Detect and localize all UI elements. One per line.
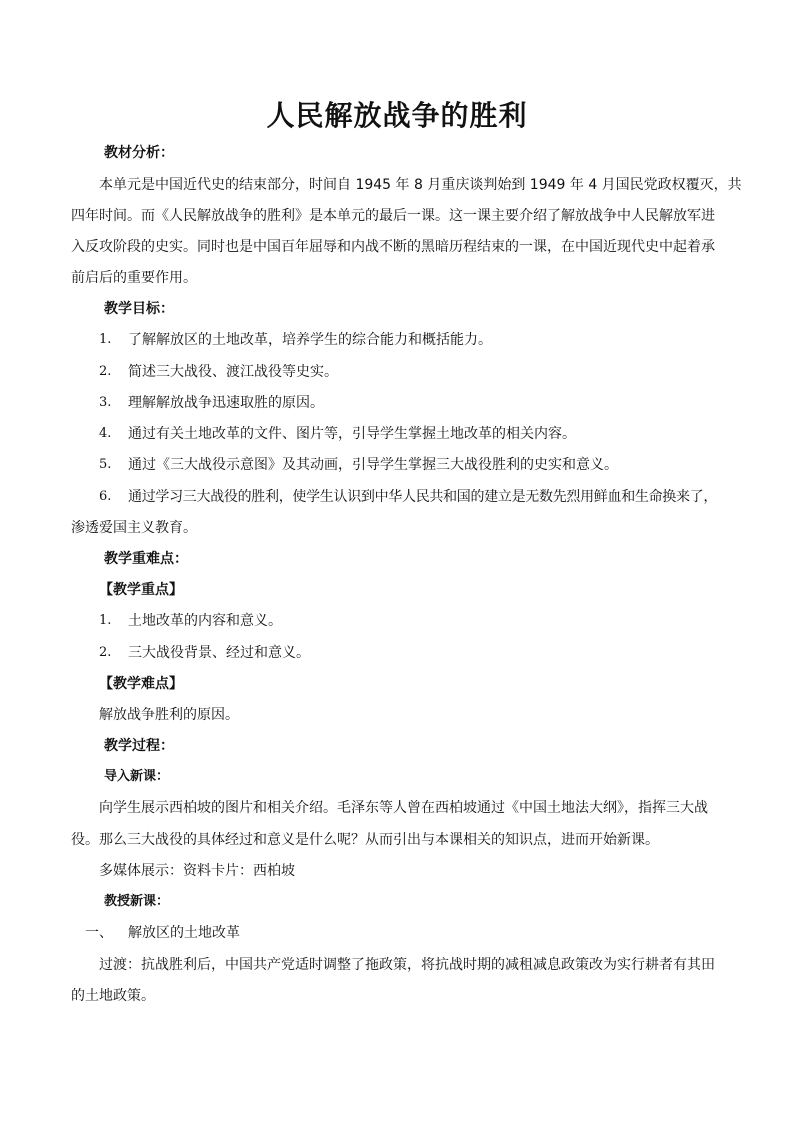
section-heading-process: 教学过程：: [104, 738, 174, 754]
list-item-number: 6.: [99, 489, 112, 504]
paragraph-line: 渗透爱国主义教育。: [71, 520, 197, 536]
difficult-label: 【教学难点】: [99, 676, 183, 692]
list-item-text: 简述三大战役、渡江战役等史实。: [128, 364, 338, 380]
paragraph-line: 过渡：抗战胜利后，中国共产党适时调整了拖政策，将抗战时期的减租减息政策改为实行耕者有其田: [99, 957, 715, 973]
list-item-number: 4.: [99, 426, 112, 441]
list-item-text: 通过《三大战役示意图》及其动画，引导学生掌握三大战役胜利的史实和意义。: [128, 457, 618, 473]
list-item-number: 5.: [99, 457, 112, 472]
paragraph-line: 前启后的重要作用。: [71, 270, 197, 286]
list-item-text: 三大战役背景、经过和意义。: [128, 645, 310, 661]
paragraph-line: 的土地政策。: [71, 988, 155, 1004]
section-heading-key-points: 教学重难点：: [104, 551, 188, 567]
key-label: 【教学重点】: [99, 582, 183, 598]
paragraph-line: 四年时间。而《人民解放战争的胜利》是本单元的最后一课。这一课主要介绍了解放战争中人民解放军进: [71, 208, 715, 224]
list-item-number: 2.: [99, 645, 112, 660]
list-item-text: 了解解放区的土地改革，培养学生的综合能力和概括能力。: [128, 332, 492, 348]
list-item-number: 1.: [99, 332, 112, 347]
list-item-text: 理解解放战争迅速取胜的原因。: [128, 395, 324, 411]
list-item-number: 1.: [99, 613, 112, 628]
list-item-text: 通过学习三大战役的胜利，使学生认识到中华人民共和国的建立是无数先烈用鲜血和生命换来了，: [128, 489, 718, 505]
page-title: 人民解放战争的胜利: [266, 99, 528, 132]
paragraph-line: 多媒体展示：资料卡片：西柏坡: [99, 863, 295, 879]
paragraph-line: 解放战争胜利的原因。: [99, 707, 239, 723]
subheading-new-lesson: 教授新课：: [104, 894, 170, 909]
part-number: 一、: [85, 925, 113, 941]
section-heading-goals: 教学目标：: [104, 301, 174, 317]
list-item-text: 通过有关土地改革的文件、图片等，引导学生掌握土地改革的相关内容。: [128, 426, 576, 442]
part-title: 解放区的土地改革: [128, 925, 240, 941]
paragraph-line: 入反攻阶段的史实。同时也是中国百年屈辱和内战不断的黑暗历程结束的一课，在中国近现代史中起着承: [71, 239, 715, 255]
paragraph-line: 向学生展示西柏坡的图片和相关介绍。毛泽东等人曾在西柏坡通过《中国土地法大纲》，指挥三大战: [99, 800, 708, 816]
list-item-number: 2.: [99, 364, 112, 379]
section-heading-analysis: 教材分析：: [104, 145, 174, 161]
paragraph-line: 役。那么三大战役的具体经过和意义是什么呢？从而引出与本课相关的知识点，进而开始新课。: [71, 832, 659, 848]
subheading-intro: 导入新课：: [104, 769, 170, 784]
list-item-number: 3.: [99, 395, 112, 410]
list-item-text: 土地改革的内容和意义。: [128, 613, 282, 629]
paragraph-line: 本单元是中国近代史的结束部分，时间自 1945 年 8 月重庆谈判始到 1949 年 4 月国民党政权覆灭，共: [99, 177, 742, 193]
